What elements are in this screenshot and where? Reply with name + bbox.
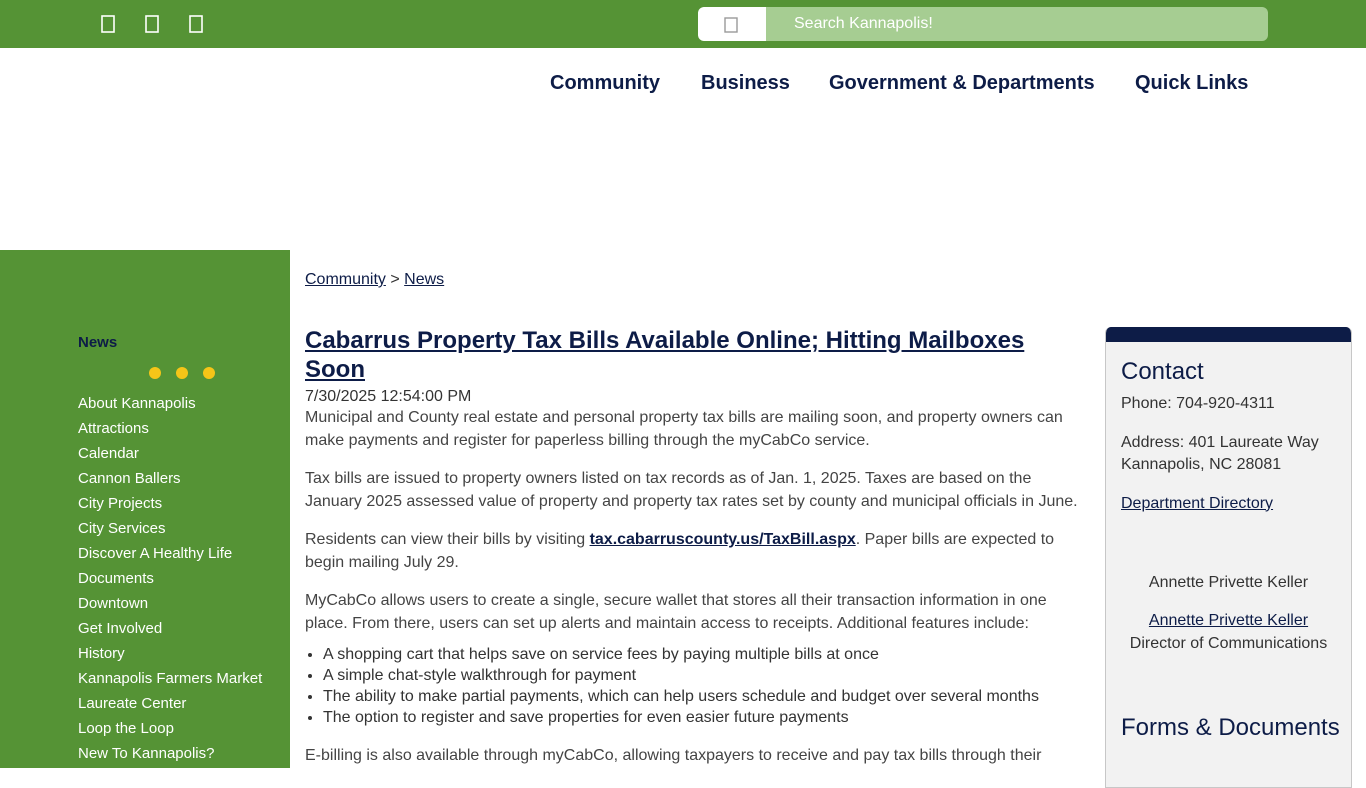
article-date: 7/30/2025 12:54:00 PM — [305, 388, 472, 405]
contact-card — [1105, 327, 1352, 788]
instagram-icon[interactable] — [186, 14, 206, 34]
search-bar — [698, 7, 1268, 41]
article-paragraph: MyCabCo allows users to create a single, secure wallet that stores all their transaction information in one place. From there, users can set up alerts and maintain access to receipts. Additional features include: — [305, 592, 1047, 632]
paragraph-text: . Paper bills are expected to begin mailing July 29. — [305, 531, 1055, 571]
department-directory — [1121, 493, 1341, 516]
list-item: • A shopping cart that helps save on service fees by paying multiple bills at once — [323, 644, 1085, 665]
sidebar-item-documents[interactable]: Documents — [78, 570, 154, 587]
contact-person — [1106, 571, 1351, 655]
breadcrumb — [305, 271, 444, 289]
nav-quick-links[interactable]: Quick Links — [1135, 72, 1249, 94]
sidebar-item-discover-a-healthy-life[interactable]: Discover A Healthy Life — [78, 545, 233, 562]
twitter-icon[interactable] — [142, 14, 162, 34]
article-paragraph: Municipal and County real estate and personal property tax bills are mailing soon, and property owners can make payments and register for paperless billing through the myCabCo service. — [305, 409, 1063, 449]
sidebar-item-calendar[interactable]: Calendar — [78, 445, 139, 462]
person-name — [1106, 609, 1351, 632]
article — [305, 326, 1085, 784]
decorative-dot — [149, 367, 161, 379]
sidebar-item-loop-the-loop[interactable]: Loop the Loop — [78, 720, 174, 737]
breadcrumb-news[interactable]: News — [404, 271, 445, 288]
list-item: • The ability to make partial payments, which can help users schedule and budget over several months — [323, 686, 1085, 707]
sidebar-item-cannon-ballers[interactable]: Cannon Ballers — [78, 470, 181, 487]
article-paragraph — [305, 529, 1085, 574]
sidebar-item-history[interactable]: History — [78, 645, 125, 662]
person-name-link[interactable]: Annette Privette Keller — [1148, 612, 1309, 629]
department-directory-link[interactable]: Department Directory — [1121, 494, 1274, 512]
contact-address-line2: Kannapolis, NC 28081 — [1121, 456, 1282, 473]
nav-business[interactable]: Business — [701, 72, 790, 94]
main-nav — [0, 72, 1366, 96]
breadcrumb-community[interactable]: Community — [305, 271, 386, 288]
sidebar-item-downtown[interactable]: Downtown — [78, 595, 149, 612]
list-item: • The option to register and save properties for even easier future payments — [323, 707, 1085, 728]
article-paragraph: E-billing is also available through myCabCo, allowing taxpayers to receive and pay tax bills through their — [305, 747, 1042, 764]
sidebar-item-get-involved[interactable]: Get Involved — [78, 620, 163, 637]
article-title — [305, 326, 1085, 384]
sidebar-item-city-services[interactable]: City Services — [78, 520, 166, 537]
search-icon — [724, 17, 738, 33]
contact-address-line1: Address: 401 Laureate Way — [1121, 433, 1319, 451]
decorative-dot — [203, 367, 215, 379]
sidebar-item-farmers-market[interactable]: Kannapolis Farmers Market — [78, 670, 263, 687]
sidebar-menu — [78, 394, 262, 769]
tax-bill-link[interactable]: tax.cabarruscounty.us/TaxBill.aspx — [589, 531, 856, 548]
contact-phone: Phone: 704-920-4311 — [1121, 395, 1275, 412]
sidebar-item-about-kannapolis[interactable]: About Kannapolis — [78, 395, 196, 412]
sidebar-item-city-projects[interactable]: City Projects — [78, 495, 163, 512]
search-input[interactable] — [766, 7, 1268, 41]
article-title-link[interactable]: Cabarrus Property Tax Bills Available Online; Hitting Mailboxes Soon — [305, 327, 1025, 383]
sidebar-item-new-to-kannapolis[interactable]: New To Kannapolis? — [78, 745, 215, 762]
breadcrumb-separator: > — [390, 271, 400, 288]
sidebar-item-laureate-center[interactable]: Laureate Center — [78, 695, 187, 712]
top-bar — [0, 0, 1366, 48]
paragraph-text: Residents can view their bills by visiting — [305, 531, 590, 548]
nav-government-departments[interactable]: Government & Departments — [829, 72, 1095, 94]
decorative-dot — [176, 367, 188, 379]
facebook-icon[interactable] — [98, 14, 118, 34]
search-button[interactable] — [698, 7, 766, 41]
person-image-alt: Annette Privette Keller — [1148, 574, 1309, 591]
nav-community[interactable]: Community — [550, 72, 660, 94]
sidebar-title[interactable]: News — [78, 334, 118, 351]
article-paragraph: Tax bills are issued to property owners listed on tax records as of Jan. 1, 2025. Taxes are based on the January 2025 assessed value of property and property tax rates set by county and municipal officials in June. — [305, 470, 1078, 510]
contact-card-header — [1106, 327, 1351, 342]
person-title: Director of Communications — [1129, 635, 1328, 652]
sidebar-item-attractions[interactable]: Attractions — [78, 420, 149, 437]
features-list — [305, 644, 1085, 728]
sidebar — [0, 250, 290, 768]
contact-title: Contact — [1121, 358, 1204, 385]
list-item: • A simple chat-style walkthrough for payment — [323, 665, 1085, 686]
forms-documents-title: Forms & Documents — [1121, 714, 1340, 741]
contact-details — [1121, 357, 1341, 515]
